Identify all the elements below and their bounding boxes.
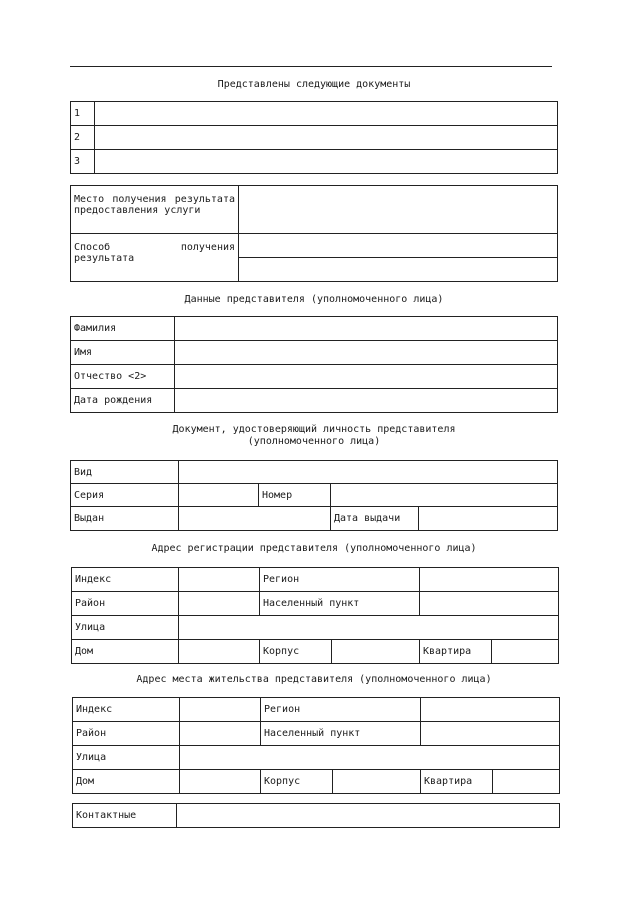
surname-field[interactable] <box>175 317 558 341</box>
res-apartment-field[interactable] <box>493 770 560 794</box>
reg-house-label: Дом <box>72 640 179 664</box>
reg-building-label: Корпус <box>260 640 332 664</box>
id-issued-by-label: Выдан <box>71 507 179 531</box>
reg-locality-label: Населенный пункт <box>260 592 420 616</box>
top-rule <box>70 66 552 67</box>
res-region-field[interactable] <box>421 698 560 722</box>
res-street-field[interactable] <box>180 746 560 770</box>
name-label: Имя <box>71 341 175 365</box>
res-address-heading: Адрес места жительства представителя (уполномоченного лица) <box>136 674 492 685</box>
reg-address-heading: Адрес регистрации представителя (уполномоченного лица) <box>151 543 477 554</box>
document-row-number: 2 <box>71 126 95 150</box>
representative-table <box>70 316 558 413</box>
documents-table <box>70 101 558 174</box>
result-place-label: Место получения результата предоставления услуги <box>71 186 239 234</box>
res-street-label: Улица <box>73 746 180 770</box>
res-building-field[interactable] <box>333 770 421 794</box>
contacts-field[interactable] <box>177 804 560 828</box>
id-series-field[interactable] <box>179 484 259 507</box>
reg-apartment-label: Квартира <box>420 640 492 664</box>
reg-street-label: Улица <box>72 616 179 640</box>
birth-date-label: Дата рождения <box>71 389 175 413</box>
document-row-value[interactable] <box>95 102 558 126</box>
result-table <box>70 185 558 282</box>
res-index-field[interactable] <box>180 698 261 722</box>
id-series-label: Серия <box>71 484 179 507</box>
id-issue-date-field[interactable] <box>419 507 558 531</box>
patronymic-field[interactable] <box>175 365 558 389</box>
res-locality-label: Населенный пункт <box>261 722 421 746</box>
res-index-label: Индекс <box>73 698 180 722</box>
id-document-heading-line1: Документ, удостоверяющий личность представителя <box>172 424 456 435</box>
reg-index-field[interactable] <box>179 568 260 592</box>
reg-district-field[interactable] <box>179 592 260 616</box>
documents-heading: Представлены следующие документы <box>217 79 411 90</box>
patronymic-label: Отчество <2> <box>71 365 175 389</box>
reg-address-table <box>71 567 559 664</box>
reg-region-label: Регион <box>260 568 420 592</box>
contacts-table <box>72 803 560 828</box>
document-row-number: 3 <box>71 150 95 174</box>
reg-house-field[interactable] <box>179 640 260 664</box>
id-document-heading-line2: (уполномоченного лица) <box>247 436 381 447</box>
result-method-label: Способ получения результата <box>71 234 239 282</box>
res-house-field[interactable] <box>180 770 261 794</box>
birth-date-field[interactable] <box>175 389 558 413</box>
id-number-label: Номер <box>259 484 331 507</box>
document-row-value[interactable] <box>95 150 558 174</box>
res-district-label: Район <box>73 722 180 746</box>
representative-heading: Данные представителя (уполномоченного лица) <box>184 294 444 305</box>
res-apartment-label: Квартира <box>421 770 493 794</box>
id-issue-date-label: Дата выдачи <box>331 507 419 531</box>
result-method-field-2[interactable] <box>239 258 558 282</box>
res-district-field[interactable] <box>180 722 261 746</box>
name-field[interactable] <box>175 341 558 365</box>
res-region-label: Регион <box>261 698 421 722</box>
id-number-field[interactable] <box>331 484 558 507</box>
res-locality-field[interactable] <box>421 722 560 746</box>
contacts-label: Контактные <box>73 804 177 828</box>
reg-apartment-field[interactable] <box>492 640 559 664</box>
id-document-table <box>70 460 558 531</box>
reg-region-field[interactable] <box>420 568 559 592</box>
reg-district-label: Район <box>72 592 179 616</box>
result-place-field[interactable] <box>239 186 558 234</box>
result-method-field[interactable] <box>239 234 558 258</box>
reg-locality-field[interactable] <box>420 592 559 616</box>
id-issued-by-field[interactable] <box>179 507 331 531</box>
id-type-label: Вид <box>71 461 179 484</box>
reg-index-label: Индекс <box>72 568 179 592</box>
res-address-table <box>72 697 560 794</box>
res-building-label: Корпус <box>261 770 333 794</box>
surname-label: Фамилия <box>71 317 175 341</box>
document-row-number: 1 <box>71 102 95 126</box>
document-row-value[interactable] <box>95 126 558 150</box>
reg-street-field[interactable] <box>179 616 559 640</box>
reg-building-field[interactable] <box>332 640 420 664</box>
id-type-field[interactable] <box>179 461 558 484</box>
res-house-label: Дом <box>73 770 180 794</box>
